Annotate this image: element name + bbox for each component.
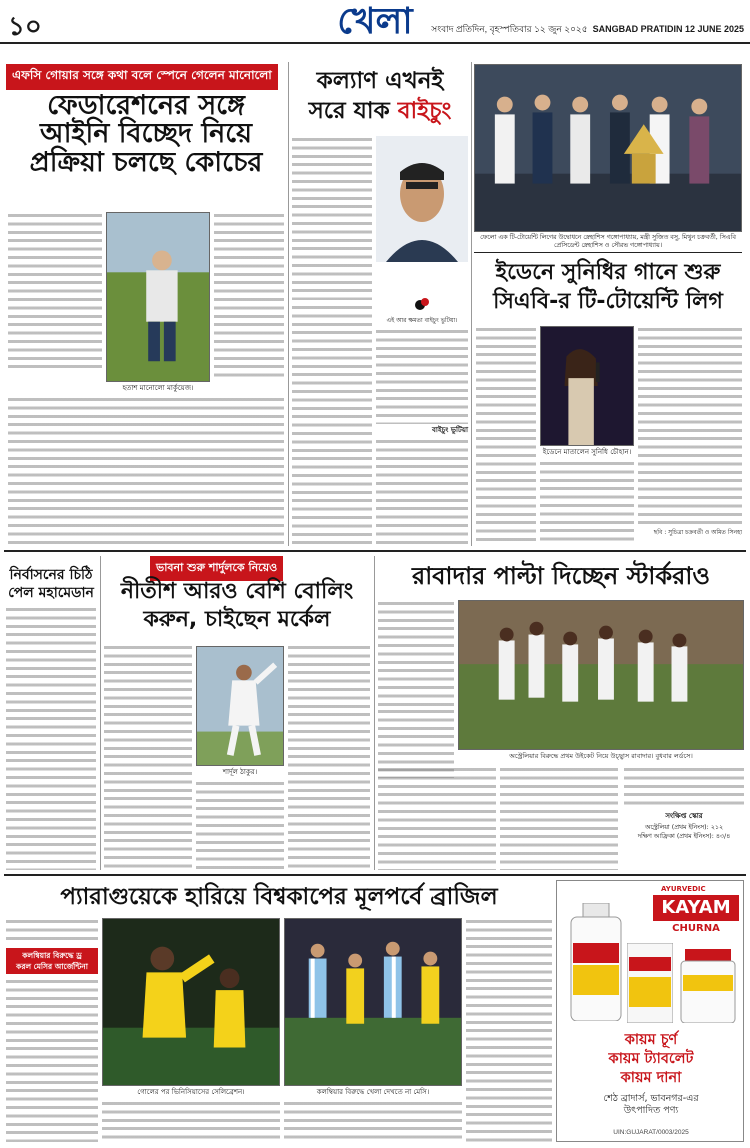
story2-headline-line1: কল্যাণ এখনই bbox=[316, 68, 444, 94]
ad-line2: কায়ম ট্যাবলেট bbox=[608, 1051, 694, 1067]
story2-headline-line2: সরে যাক bbox=[308, 98, 398, 124]
story2-headline bbox=[292, 66, 468, 126]
story3-caption: ইডেনে মাতালেন সুনিধি চৌহান। bbox=[542, 448, 632, 456]
story2-body-col2 bbox=[376, 438, 468, 546]
ad-maker bbox=[557, 1093, 745, 1117]
ad-line1: কায়ম চূর্ণ bbox=[624, 1032, 678, 1048]
story2-caption: এই আর ক্ষমতা বাইচুং ভুটিয়া। bbox=[386, 317, 458, 324]
story7-photo-left bbox=[102, 918, 280, 1086]
dateline-bengali: সংবাদ প্রতিদিন, বৃহস্পতিবার ১২ জুন ২০২৫ bbox=[431, 24, 588, 34]
ad-line4: শেঠ ব্রাদার্স, ভাবনগর-এর bbox=[603, 1093, 699, 1104]
story5-photo bbox=[196, 646, 284, 766]
story7-headline: প্যারাগুয়েকে হারিয়ে বিশ্বকাপের মূলপর্বে ব্রাজিল bbox=[60, 884, 498, 910]
ad-line5: উৎপাদিত পণ্য bbox=[623, 1105, 679, 1116]
masthead bbox=[0, 0, 750, 44]
story6-scoreboard bbox=[624, 766, 744, 870]
scoreboard-title: সংক্ষিপ্ত স্কোর bbox=[665, 812, 703, 820]
divider bbox=[474, 252, 742, 253]
story6-headline: রাবাদার পাল্টা দিচ্ছেন স্টার্করাও bbox=[412, 562, 710, 590]
story1-headline-line3: প্রক্রিয়া চলছে কোচের bbox=[29, 146, 263, 178]
story1-headline bbox=[8, 92, 284, 177]
story6-body-col1 bbox=[378, 600, 454, 706]
story7-photo-right bbox=[284, 918, 462, 1086]
story6-body-col3 bbox=[500, 766, 618, 870]
story3-body-col1 bbox=[476, 326, 536, 546]
section-title: খেলা bbox=[337, 1, 413, 42]
ad-jar-image bbox=[677, 949, 739, 1023]
dateline-english: SANGBAD PRATIDIN 12 JUNE 2025 bbox=[592, 24, 744, 34]
scoreboard-line2: দক্ষিণ আফ্রিকা (প্রথম ইনিংস): ৪৩/৪ bbox=[637, 833, 731, 840]
story2-headline-name: বাইচুং bbox=[397, 98, 452, 124]
story2-body-quote bbox=[376, 328, 468, 424]
story1-photo bbox=[106, 212, 210, 382]
section-divider bbox=[4, 874, 746, 876]
story1-headline-line1: ফেডারেশনের সঙ্গে bbox=[47, 90, 245, 121]
ad-tag: AYURVEDIC bbox=[661, 885, 706, 893]
story7-body-col4 bbox=[466, 918, 552, 1142]
ad-brand: KAYAM bbox=[653, 895, 739, 921]
ad-code: UIN:GUJARAT/0003/2025 bbox=[613, 1129, 689, 1136]
story7-body-col3 bbox=[284, 1100, 462, 1142]
story3-group-photo bbox=[474, 64, 742, 232]
section-divider bbox=[4, 550, 746, 552]
story5-kicker: ভাবনা শুরু শার্দুলকে নিয়েও bbox=[150, 556, 283, 581]
ad-text-block bbox=[557, 1031, 745, 1088]
story7-body-col1 bbox=[6, 978, 98, 1142]
ad-line3: কায়ম দানা bbox=[620, 1070, 682, 1086]
story2-signoff: বাইচুং ভুটিয়া bbox=[432, 426, 468, 434]
column-divider bbox=[100, 556, 101, 870]
kayam-advertisement[interactable] bbox=[556, 880, 744, 1142]
story5-body-col2 bbox=[196, 780, 284, 870]
story5-headline bbox=[104, 578, 370, 634]
story5-headline-line1: নীতীশ আরও বেশি বোলিং bbox=[120, 579, 354, 604]
story7-caption-right: কলম্বিয়ার বিরুদ্ধে খেলা দেখতে না মেসি। bbox=[316, 1088, 430, 1096]
story7-body-col2 bbox=[102, 1100, 280, 1142]
story3-body-col2 bbox=[540, 460, 634, 546]
story1-body-col1 bbox=[8, 212, 102, 372]
story6-caption: অস্ট্রেলিয়ার বিরুদ্ধে প্রথম উইকেট নিয়ে উচ্ছ্বাস রাবাদার। বুধবার লর্ডসে। bbox=[509, 752, 693, 760]
column-divider bbox=[471, 62, 472, 546]
column-divider bbox=[288, 62, 289, 546]
column-divider bbox=[374, 556, 375, 870]
story3-signoff: ছবি : সুচিত্রা চক্রবর্তী ও অমিত সিনহা bbox=[653, 529, 742, 536]
story3-photo-caption: ফেলো এক টি-টোয়েন্টি লিগের উদ্বোধনে স্নেহাশিস গঙ্গোপাধ্যায়, মন্ত্রী সুজিত বসু, মিথুন চক্রবর্তী, সিএবি প্রেসিডেন্ট স্নেহাশিস ও সৌরভ গঙ্গোপাধ্যায়। bbox=[480, 234, 736, 249]
story5-caption: শার্দূল ঠাকুর। bbox=[222, 768, 258, 776]
story7-sub-kicker-line1: কলম্বিয়ার বিরুদ্ধে ড্র bbox=[22, 951, 82, 960]
dateline bbox=[431, 22, 744, 37]
story7-body-intro bbox=[6, 918, 98, 944]
story4-headline bbox=[6, 566, 96, 602]
story1-headline-line2: আইনি বিচ্ছেদ নিয়ে bbox=[39, 118, 253, 150]
story6-body-col4 bbox=[624, 766, 744, 806]
page-number: ১০ bbox=[8, 12, 42, 42]
story2-body-col1b bbox=[292, 304, 372, 546]
story4-headline-line2: পেল মহামেডান bbox=[8, 585, 94, 601]
story1-body-bottom bbox=[8, 396, 284, 546]
story7-caption-left: গোলের পর ভিনিসিয়াসের সেলিব্রেশন। bbox=[137, 1088, 245, 1096]
story2-body-col1 bbox=[292, 136, 372, 300]
story1-caption: হতাশ মানোলো মার্কুয়েজ। bbox=[122, 384, 194, 392]
story2-logo-icon bbox=[414, 296, 430, 312]
story6-photo bbox=[458, 600, 744, 750]
story3-body-col3 bbox=[638, 326, 742, 526]
story3-headline-line1: ইডেনে সুনিধির গানে শুরু bbox=[495, 260, 721, 285]
story7-sub-kicker-line2: করল মেসির আর্জেন্টিনা bbox=[16, 962, 88, 971]
story1-body-col3 bbox=[214, 212, 284, 382]
story2-photo bbox=[376, 136, 468, 262]
story3-singer-photo bbox=[540, 326, 634, 446]
scoreboard-line1: অস্ট্রেলিয়া (প্রথম ইনিংস): ২১২ bbox=[644, 824, 724, 831]
story3-headline bbox=[474, 258, 742, 316]
story3-headline-line2: সিএবি-র টি-টোয়েন্টি লিগ bbox=[493, 289, 723, 314]
ad-bottle-image bbox=[567, 903, 625, 1021]
story5-headline-line2: করুন, চাইছেন মর্কেল bbox=[143, 607, 331, 632]
story4-body bbox=[6, 606, 96, 870]
ad-box-image bbox=[627, 943, 673, 1023]
ad-product: CHURNA bbox=[672, 923, 720, 934]
story1-kicker: এফসি গোয়ার সঙ্গে কথা বলে স্পেনে গেলেন মানোলো bbox=[6, 64, 278, 90]
story7-sub-kicker bbox=[6, 948, 98, 974]
story4-headline-line1: নির্বাসনের চিঠি bbox=[9, 567, 93, 583]
story5-body-col1 bbox=[104, 644, 192, 870]
story6-body-col2 bbox=[378, 766, 496, 870]
story5-body-col3 bbox=[288, 644, 370, 870]
